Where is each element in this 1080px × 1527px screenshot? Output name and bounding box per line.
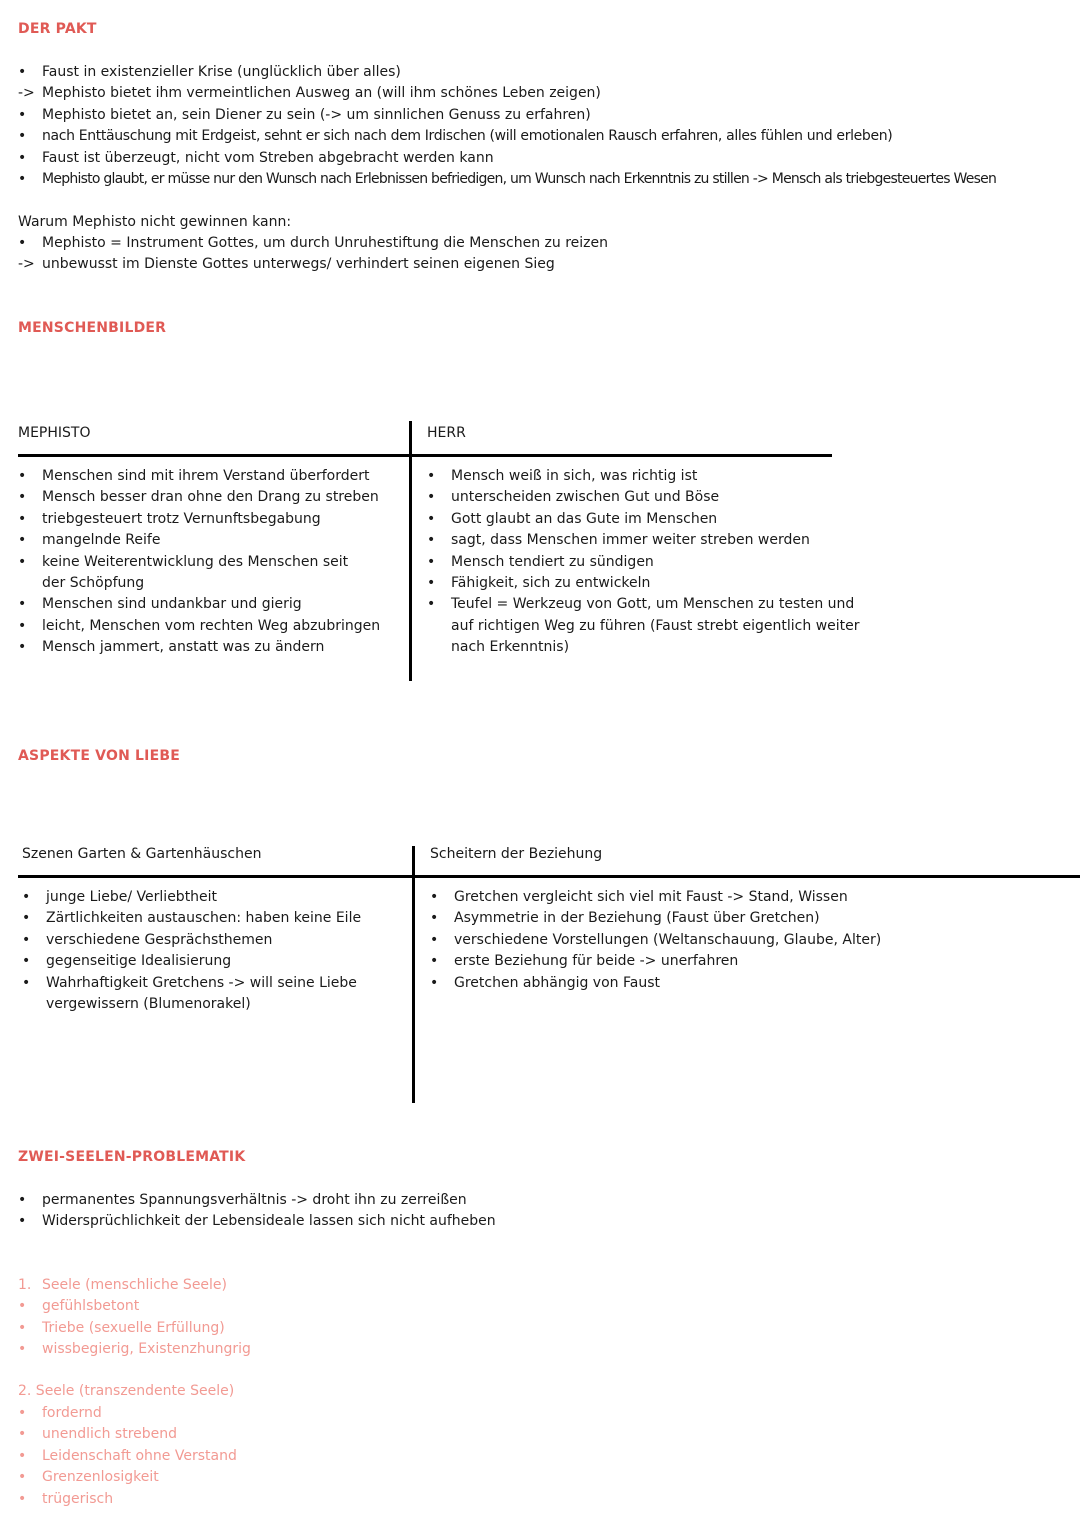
list-text: leicht, Menschen vom rechten Weg abzubringen [42,617,381,634]
list-text: unbewusst im Dienste Gottes unterwegs/ verhindert seinen eigenen Sieg [42,256,555,273]
bullet: • [430,910,439,927]
list-item [18,254,608,275]
list-item [18,126,996,147]
bullet: • [18,1192,27,1208]
list-marker: • [18,1469,27,1486]
list-marker: • [18,128,27,145]
list-text: mangelnde Reife [42,532,161,549]
list-item [18,148,996,169]
list-text: Triebe (sexuelle Erfüllung) [42,1319,225,1336]
garten-list [22,887,362,1015]
bullet: • [18,1213,27,1230]
list-text: junge Liebe/ Verliebtheit [46,889,218,905]
list-item [18,169,996,190]
list-item [430,930,881,951]
bullet: • [22,974,31,991]
list-item [18,1424,237,1445]
zwei-seelen-list [18,1190,496,1233]
list-text: permanentes Spannungsverhältnis -> droht ihn zu zerreißen [42,1192,467,1208]
list-text: Widersprüchlichkeit der Lebensideale lassen sich nicht aufheben [42,1213,496,1230]
mephisto-list [18,466,393,659]
list-item [18,105,996,126]
column-header-garten: Szenen Garten & Gartenhäuschen [22,846,262,862]
list-text: erste Beziehung für beide -> unerfahren [454,953,739,970]
bullet: • [427,510,436,527]
list-text: gegenseitige Idealisierung [46,953,232,970]
list-text: wissbegierig, Existenzhungrig [42,1341,251,1358]
list-text: Menschen sind mit ihrem Verstand überfordert [42,468,370,484]
list-marker: • [18,1319,27,1336]
list-text: Asymmetrie in der Beziehung (Faust über Gretchen) [454,910,820,927]
table-divider-vertical [412,846,415,1103]
bullet: • [18,468,27,484]
list-item [427,552,867,573]
list-text: Mensch weiß in sich, was richtig ist [451,468,698,484]
list-text: Seele (menschliche Seele) [42,1277,228,1293]
list-text: Faust ist überzeugt, nicht vom Streben abgebracht werden kann [42,149,494,166]
bullet: • [427,575,436,592]
bullet: • [427,553,436,570]
list-item [22,908,362,929]
list-text: Grenzenlosigkeit [42,1469,159,1486]
list-item [18,466,393,487]
list-text: Gott glaubt an das Gute im Menschen [451,510,718,527]
soul-two-list [18,1403,237,1510]
list-text: Mephisto bietet ihm vermeintlichen Ausweg an (will ihm schönes Leben zeigen) [42,85,601,102]
list-item [18,1296,251,1317]
list-text: unendlich strebend [42,1426,178,1443]
list-text: Mensch tendiert zu sündigen [451,553,654,570]
list-text: Wahrhaftigkeit Gretchens -> will seine Liebe vergewissern (Blumenorakel) [46,974,357,1013]
list-item [18,637,393,658]
column-header-scheitern: Scheitern der Beziehung [430,846,603,862]
bullet: • [430,931,439,948]
soul-two-heading: 2. Seele (transzendente Seele) [18,1383,235,1399]
bullet: • [18,532,27,549]
list-text: Mensch besser dran ohne den Drang zu streben [42,489,379,506]
list-item [18,552,372,595]
list-item [427,530,867,551]
bullet: • [427,596,436,613]
list-item [18,83,996,104]
list-item [18,1339,251,1360]
section-title-liebe: ASPEKTE VON LIEBE [18,748,180,764]
list-item [22,930,362,951]
list-text: Mephisto bietet an, sein Diener zu sein (-> um sinnlichen Genuss zu erfahren) [42,106,591,123]
list-item [18,62,996,83]
list-marker: • [18,171,27,188]
bullet: • [18,510,27,527]
herr-list [427,466,867,659]
list-item [430,951,881,972]
table-divider-horizontal [18,875,1080,878]
list-text: trügerisch [42,1490,114,1507]
list-item [18,1211,496,1232]
list-marker: • [18,149,27,166]
list-marker: • [18,1447,27,1464]
list-item [430,908,881,929]
list-item [18,1318,251,1339]
bullet: • [427,489,436,506]
list-text: sagt, dass Menschen immer weiter streben werden [451,532,810,549]
list-item [427,594,867,658]
list-text: verschiedene Gesprächsthemen [46,931,273,948]
list-marker: • [18,1426,27,1443]
section-title-menschenbilder: MENSCHENBILDER [18,320,167,336]
list-item [18,594,393,615]
bullet: • [22,931,31,948]
bullet: • [18,617,27,634]
list-item [427,487,867,508]
bullet: • [22,889,31,905]
list-item [22,887,362,908]
list-marker: 1. [18,1277,32,1293]
bullet: • [18,596,27,613]
section-title-pakt: DER PAKT [18,21,97,37]
list-text: unterscheiden zwischen Gut und Böse [451,489,720,506]
list-item [22,973,362,1016]
list-text: verschiedene Vorstellungen (Weltanschauung, Glaube, Alter) [454,931,882,948]
list-marker: -> [18,256,35,273]
list-item [18,1467,237,1488]
list-marker: • [18,1298,27,1315]
list-marker: • [18,106,27,123]
list-item [427,509,867,530]
list-item [18,616,393,637]
bullet: • [430,889,439,905]
list-item [18,1275,251,1296]
list-marker: -> [18,85,35,102]
list-text: Faust in existenzieller Krise (unglücklich über alles) [42,64,401,80]
list-marker: • [18,1490,27,1507]
pakt-list [18,62,996,190]
why-title: Warum Mephisto nicht gewinnen kann: [18,214,292,230]
list-marker: • [18,64,27,80]
list-item [18,509,393,530]
list-text: Mephisto glaubt, er müsse nur den Wunsch nach Erlebnissen befriedigen, um Wunsch nach Erkenntnis zu stillen -> Mensch als triebgesteuertes Wesen [42,171,997,188]
bullet: • [22,953,31,970]
column-header-herr: HERR [427,425,466,441]
list-item [430,973,881,994]
list-item [427,573,867,594]
list-text: keine Weiterentwicklung des Menschen seit der Schöpfung [42,553,349,592]
bullet: • [427,468,436,484]
list-item [18,1190,496,1211]
list-marker: • [18,1341,27,1358]
list-text: triebgesteuert trotz Vernunftsbegabung [42,510,321,527]
bullet: • [430,953,439,970]
column-header-mephisto: MEPHISTO [18,425,91,441]
list-text: fordernd [42,1405,102,1421]
list-text: Leidenschaft ohne Verstand [42,1447,237,1464]
list-marker: • [18,235,27,251]
list-item [18,233,608,254]
bullet: • [18,553,27,570]
bullet: • [22,910,31,927]
list-item [22,951,362,972]
bullet: • [18,639,27,656]
bullet: • [427,532,436,549]
table-divider-horizontal [18,454,832,457]
list-text: Mensch jammert, anstatt was zu ändern [42,639,325,656]
soul-one-list [18,1275,251,1361]
list-item [18,487,393,508]
list-text: Mephisto = Instrument Gottes, um durch Unruhestiftung die Menschen zu reizen [42,235,609,251]
why-list [18,233,608,276]
list-text: Teufel = Werkzeug von Gott, um Menschen zu testen und auf richtigen Weg zu führen (Faust strebt eigentlich weiter nach Erkenntnis) [451,596,860,656]
bullet: • [18,489,27,506]
section-title-zwei-seelen: ZWEI-SEELEN-PROBLEMATIK [18,1149,246,1165]
list-item [18,530,393,551]
list-text: Gretchen abhängig von Faust [454,974,660,991]
list-text: Fähigkeit, sich zu entwickeln [451,575,651,592]
list-text: nach Enttäuschung mit Erdgeist, sehnt er sich nach dem Irdischen (will emotionalen Rausch erfahren, alles fühlen und erleben) [42,128,893,145]
list-text: Zärtlichkeiten austauschen: haben keine Eile [46,910,362,927]
scheitern-list [430,887,881,994]
list-text: Menschen sind undankbar und gierig [42,596,302,613]
list-text: gefühlsbetont [42,1298,140,1315]
table-divider-vertical [409,421,412,681]
list-text: Gretchen vergleicht sich viel mit Faust -> Stand, Wissen [454,889,848,905]
list-marker: • [18,1405,27,1421]
list-item [18,1403,237,1424]
list-item [430,887,881,908]
bullet: • [430,974,439,991]
list-item [18,1446,237,1467]
list-item [18,1489,237,1510]
list-item [427,466,867,487]
